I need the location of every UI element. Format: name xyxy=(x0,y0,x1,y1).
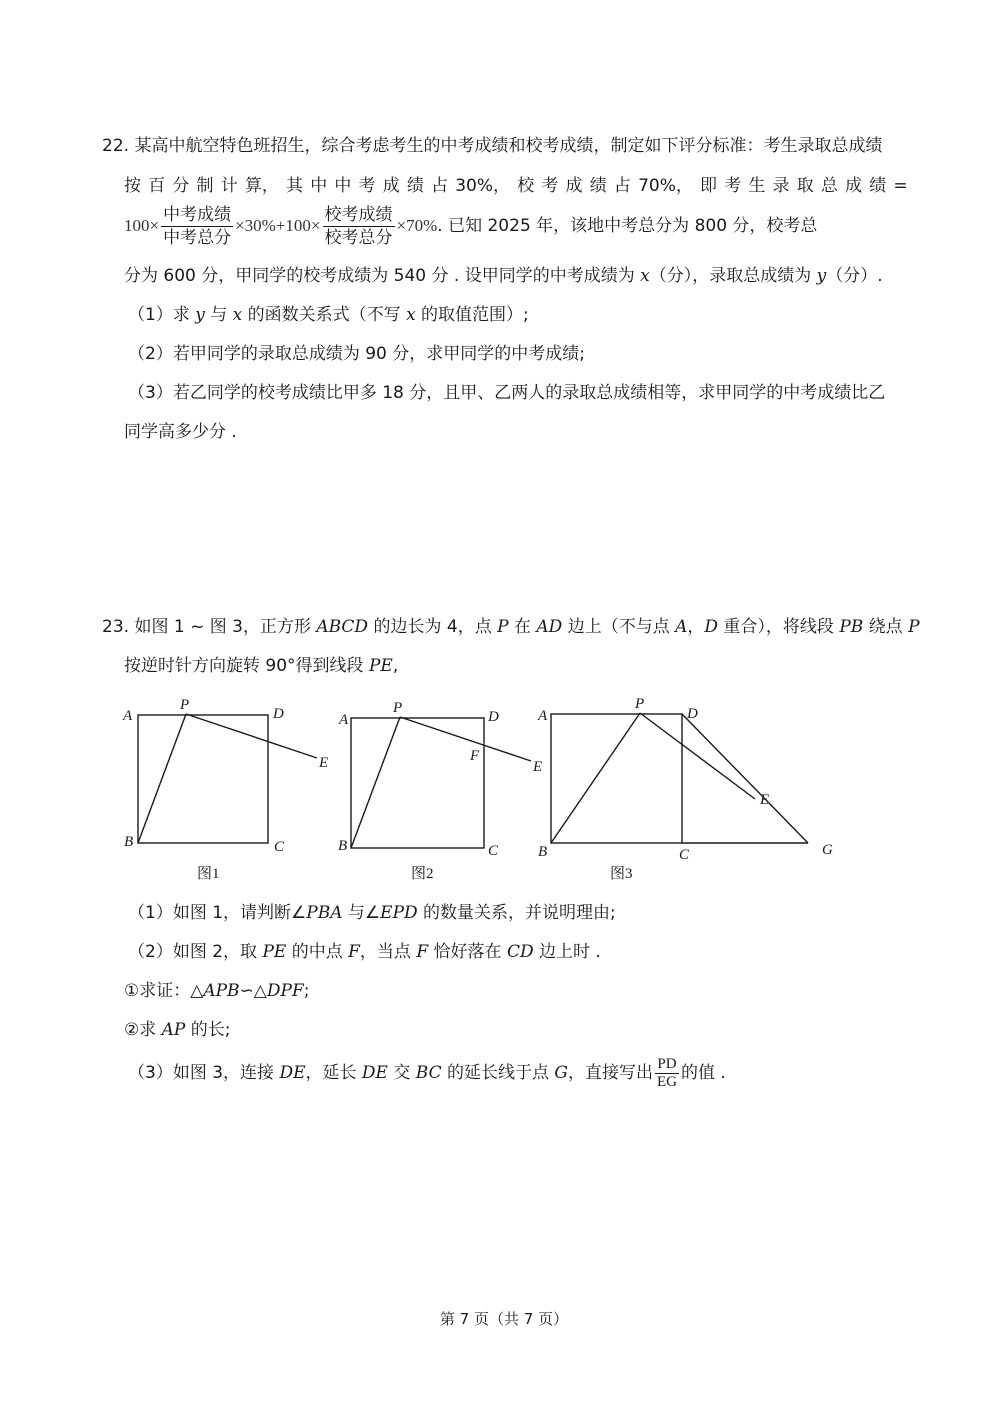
q22-part-3 xyxy=(128,382,885,404)
var-x: x xyxy=(406,305,416,325)
text: 边上（不与点 xyxy=(562,617,676,637)
text: 重合），将线段 xyxy=(718,617,840,637)
q22-part-3-cont xyxy=(124,421,237,443)
label-dpf: DPF xyxy=(266,981,304,1001)
formula-mid: ×30%+100× xyxy=(235,216,321,235)
q22-line-2-word: 占 xyxy=(613,176,631,196)
q22-line-2-word: 校 xyxy=(517,176,535,196)
label-p: P xyxy=(497,617,509,637)
q23-line-2 xyxy=(124,655,398,677)
fig3-label-g: G xyxy=(822,842,833,858)
fig3-caption: 图3 xyxy=(610,866,633,882)
fig2-label-b: B xyxy=(338,838,348,854)
fig3-square xyxy=(551,714,682,843)
text: （3）若乙同学的校考成绩比甲多 18 分，且甲、乙两人的录取总成绩相等，求甲同学的中考成绩比乙 xyxy=(128,383,886,403)
fig3-segment-pe xyxy=(640,713,755,799)
q22-line-2-word: 计 xyxy=(220,176,238,196)
text: 的中点 xyxy=(286,942,349,962)
text: 恰好落在 xyxy=(428,942,507,962)
q22-line-2-word: 算， xyxy=(244,176,279,196)
q22-line-1 xyxy=(102,135,882,157)
q22-line-2-word: 占 xyxy=(431,176,449,196)
q22-line-2-word: 成 xyxy=(565,176,583,196)
fig3-label-e: E xyxy=(760,792,770,808)
q22-line-2-word: 分 xyxy=(172,176,190,196)
text: ②求 xyxy=(124,1020,162,1040)
text: 的值 . xyxy=(681,1063,726,1083)
q22-line-2-word: 中 xyxy=(334,176,352,196)
q23-sub-2 xyxy=(124,1019,231,1041)
label-abcd: ABCD xyxy=(316,617,369,637)
q22-line-2-word: 录 xyxy=(772,176,790,196)
var-x: x xyxy=(232,305,243,325)
text: 按逆时针方向旋转 90°得到线段 xyxy=(124,656,369,676)
text: （分）. xyxy=(826,266,883,286)
text: 绕点 xyxy=(863,617,909,637)
q22-line-2-word: 其 xyxy=(286,176,304,196)
q22-part-2 xyxy=(128,343,585,365)
fig3-label-b: B xyxy=(538,844,548,860)
q22-line-2-word: 考 xyxy=(358,176,376,196)
text: 在 xyxy=(508,617,537,637)
q23-part-1 xyxy=(128,902,616,924)
q22-intro: . 某高中航空特色班招生，综合考虑考生的中考成绩和校考成绩，制定如下评分标准：考生录取总成绩 xyxy=(123,136,883,156)
q22-line-2-word: 考 xyxy=(541,176,559,196)
q22-line-2-word: 即 xyxy=(700,176,718,196)
fig2-segment-pe xyxy=(400,717,531,761)
text: 交 xyxy=(387,1063,416,1083)
q22-line-2-word: 绩 xyxy=(406,176,424,196)
text: （2）若甲同学的录取总成绩为 90 分，求甲同学的中考成绩; xyxy=(128,344,585,364)
q22-line-2-word: 生 xyxy=(748,176,766,196)
label-pe: PE xyxy=(262,942,287,962)
frac2-numerator: 校考成绩 xyxy=(324,204,393,225)
q22-number: 22 xyxy=(102,136,124,156)
fig3-label-p: P xyxy=(635,696,645,712)
text: ①求证：△ xyxy=(124,981,204,1001)
label-bc: BC xyxy=(415,1063,442,1083)
q22-line-2-word: 总 xyxy=(820,176,838,196)
label-pb: PB xyxy=(839,617,864,637)
fig2-square xyxy=(351,718,484,848)
label-d: D xyxy=(704,617,719,637)
page-footer: 第 7 页（共 7 页） xyxy=(439,1310,569,1328)
q22-line-2-word: 成 xyxy=(382,176,400,196)
fig2-label-p: P xyxy=(393,700,403,716)
q23-line-1 xyxy=(102,616,920,638)
text: 的长; xyxy=(185,1020,231,1040)
text: 的函数关系式（不写 xyxy=(242,305,407,325)
q22-line-2-word: 制 xyxy=(196,176,214,196)
text: ∽△ xyxy=(239,981,267,1001)
text: , xyxy=(392,656,399,676)
fraction-zhongkao xyxy=(161,204,233,249)
fig1-square xyxy=(138,715,268,843)
text: （1）求 xyxy=(128,305,196,325)
fig2-label-d: D xyxy=(488,709,499,725)
fig3-segment-pb xyxy=(551,713,640,843)
label-ap: AP xyxy=(161,1020,186,1040)
q22-line-2-word: 30%， xyxy=(455,176,511,196)
text: 与∠ xyxy=(342,903,381,923)
fraction-xiaokao xyxy=(323,204,395,249)
text: . 如图 1 ~ 图 3，正方形 xyxy=(123,617,317,637)
fig2-caption: 图2 xyxy=(411,866,434,882)
fig3-segment-dg xyxy=(682,714,808,843)
var-y: y xyxy=(195,305,205,325)
text: （2）如图 2，取 xyxy=(128,942,263,962)
text: ，直接写出 xyxy=(568,1063,653,1083)
text: 的边长为 4，点 xyxy=(368,617,498,637)
fraction-pd-eg xyxy=(655,1056,679,1091)
fig2-label-c: C xyxy=(488,843,499,859)
q22-line-2-word: 考 xyxy=(724,176,742,196)
formula-end: ×70% xyxy=(396,216,438,235)
q22-line-2-word: 成 xyxy=(845,176,863,196)
q22-line-2-word: 绩 xyxy=(589,176,607,196)
text: 边上时 . xyxy=(533,942,601,962)
q22-line-2-word: 取 xyxy=(796,176,814,196)
fig3-label-d: D xyxy=(687,706,698,722)
var-y: y xyxy=(816,266,827,286)
text: （3）如图 3，连接 xyxy=(128,1063,280,1083)
fig1-label-e: E xyxy=(319,755,329,771)
label-pe: PE xyxy=(368,656,393,676)
label-de: DE xyxy=(279,1063,306,1083)
text: （分），录取总成绩为 xyxy=(649,266,817,286)
q22-line-2-word: 70%， xyxy=(638,176,693,196)
frac1-numerator: 中考成绩 xyxy=(163,204,232,225)
frac-numerator: PD xyxy=(657,1055,677,1072)
label-cd: CD xyxy=(506,942,534,962)
label-g: G xyxy=(554,1063,568,1083)
q22-formula-line xyxy=(124,201,817,251)
q23-number: 23 xyxy=(102,617,124,637)
text: ; xyxy=(303,981,310,1001)
text: （1）如图 1，请判断∠ xyxy=(128,903,307,923)
q22-line-2-word: 中 xyxy=(310,176,328,196)
fig1-label-p: P xyxy=(180,697,190,713)
label-a: A xyxy=(675,617,688,637)
label-f: F xyxy=(416,942,429,962)
text: 的取值范围）; xyxy=(415,305,529,325)
q22-line-2-word: 按 xyxy=(124,176,141,196)
q23-sub-1 xyxy=(124,980,309,1002)
text: ，当点 xyxy=(359,942,417,962)
fig1-caption: 图1 xyxy=(197,866,220,882)
label-pba: PBA xyxy=(306,903,343,923)
q23-part-2 xyxy=(128,941,601,963)
text: ，延长 xyxy=(305,1063,362,1083)
text: 同学高多少分 . xyxy=(124,422,237,442)
q22-line-3-tail: . 已知 2025 年，该地中考总分为 800 分，校考总 xyxy=(437,216,818,236)
fig2-label-f: F xyxy=(470,748,480,764)
q22-part-1 xyxy=(128,304,529,326)
fig1-label-d: D xyxy=(273,706,284,722)
q23-part-3 xyxy=(128,1053,726,1093)
q22-line-2-word: = xyxy=(893,176,908,196)
q22-line-2-word: 百 xyxy=(148,176,166,196)
formula-100: 100× xyxy=(124,216,160,235)
label-de: DE xyxy=(361,1063,388,1083)
fig2-segment-pb xyxy=(351,717,400,848)
frac2-denominator: 校考总分 xyxy=(324,227,393,248)
fig2-label-a: A xyxy=(339,712,349,728)
label-f: F xyxy=(348,942,360,962)
frac-denominator: EG xyxy=(657,1073,677,1090)
fig2-label-e: E xyxy=(533,759,543,775)
text: 分为 600 分，甲同学的校考成绩为 540 分 . 设甲同学的中考成绩为 xyxy=(124,266,641,286)
label-p: P xyxy=(908,617,920,637)
label-ad: AD xyxy=(536,617,563,637)
q22-line-2 xyxy=(124,175,908,197)
label-epd: EPD xyxy=(380,903,418,923)
text: 的延长线于点 xyxy=(441,1063,555,1083)
q22-line-4 xyxy=(124,265,883,287)
fig1-segment-pe xyxy=(186,714,317,758)
fig3-label-c: C xyxy=(679,847,690,863)
label-apb: APB xyxy=(203,981,240,1001)
frac1-denominator: 中考总分 xyxy=(163,227,232,248)
fig1-label-c: C xyxy=(274,839,285,855)
q22-line-2-word: 绩 xyxy=(869,176,887,196)
text: 与 xyxy=(204,305,233,325)
fig3-label-a: A xyxy=(538,708,548,724)
fig1-label-b: B xyxy=(124,834,134,850)
var-x: x xyxy=(640,266,650,286)
text: 的数量关系，并说明理由; xyxy=(417,903,616,923)
figures-svg xyxy=(0,690,1008,890)
fig1-segment-pb xyxy=(138,714,186,843)
fig1-label-a: A xyxy=(123,708,133,724)
text: ， xyxy=(687,617,705,637)
